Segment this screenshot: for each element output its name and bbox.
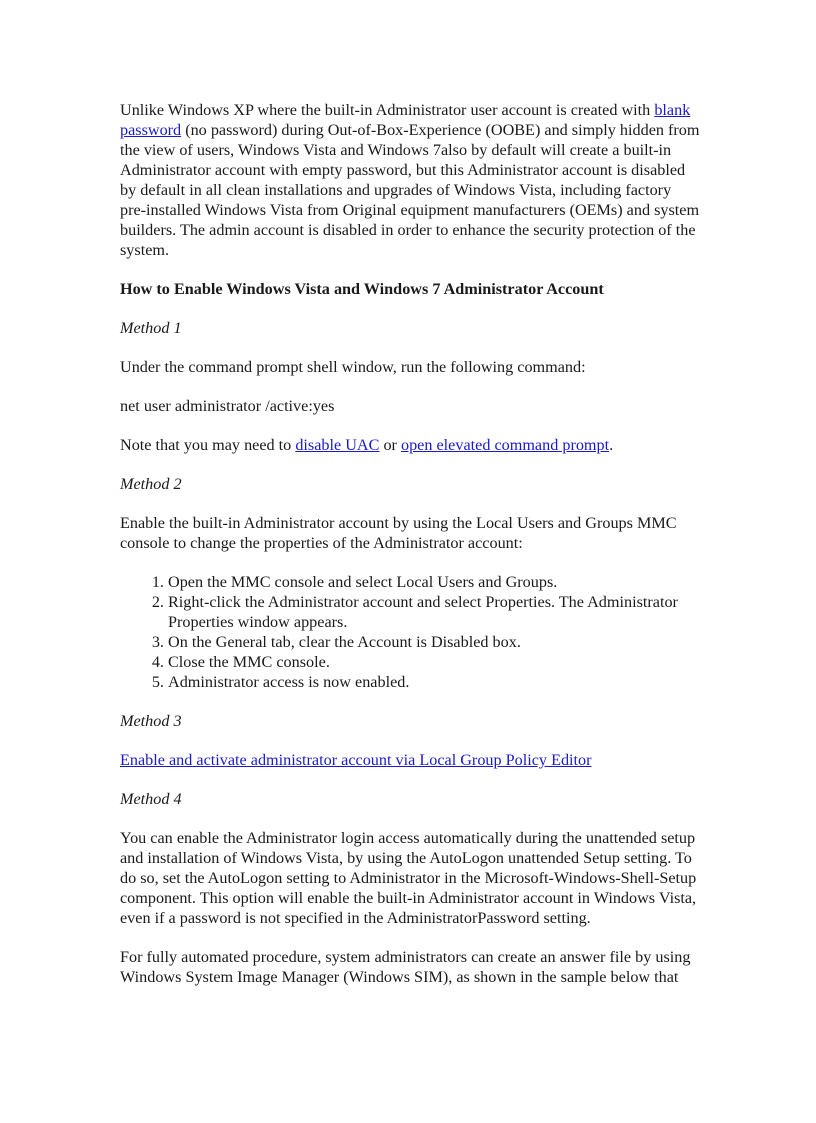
method-2-steps xyxy=(120,572,700,692)
step-item: 3. On the General tab, clear the Account is Disabled box. xyxy=(168,632,700,652)
method-3-link-paragraph xyxy=(120,750,700,770)
elevated-command-prompt-link[interactable]: open elevated command prompt xyxy=(400,436,610,454)
group-policy-editor-link[interactable]: Enable and activate administrator account via Local Group Policy Editor xyxy=(120,751,592,769)
method-1-title: Method 1 xyxy=(120,319,182,337)
intro-text-start: Unlike Windows XP where the built-in Administrator user account is created with xyxy=(120,101,655,119)
disable-uac-link[interactable]: disable UAC xyxy=(295,436,380,454)
method-4-paragraph-1: You can enable the Administrator login access automatically during the unattended setup and installation of Windows Vista, by using the AutoLogon unattended Setup setting. To do so, set the AutoLogon setting to Administrator in the Microsoft-Windows-Shell-Setup component. This option will enable the built-in Administrator account in Windows Vista, even if a password is not specified in the AdministratorPassword setting. xyxy=(120,829,697,927)
method-4-paragraph-2: For fully automated procedure, system administrators can create an answer file by using Windows System Image Manager (Windows SIM), as shown in the sample below that xyxy=(120,948,691,986)
method-3-title: Method 3 xyxy=(120,712,182,730)
note-text-start: Note that you may need to xyxy=(120,436,296,454)
method-2-instruction: Enable the built-in Administrator account by using the Local Users and Groups MMC console to change the properties of the Administrator account: xyxy=(120,514,677,552)
section-heading: How to Enable Windows Vista and Windows 7 Administrator Account xyxy=(120,280,604,298)
step-item: 1. Open the MMC console and select Local Users and Groups. xyxy=(168,572,700,592)
method-1-instruction: Under the command prompt shell window, run the following command: xyxy=(120,358,586,376)
method-1-command: net user administrator /active:yes xyxy=(120,397,335,415)
intro-paragraph xyxy=(120,100,700,260)
document-page xyxy=(120,100,700,1006)
step-item: 4. Close the MMC console. xyxy=(168,652,700,672)
method-2-title: Method 2 xyxy=(120,475,182,493)
step-item: 2. Right-click the Administrator account and select Properties. The Administrator Properties window appears. xyxy=(168,592,700,632)
note-text-mid: or xyxy=(379,436,401,454)
method-1-note xyxy=(120,435,700,455)
step-item: 5. Administrator access is now enabled. xyxy=(168,672,700,692)
blank-password-link[interactable]: blank password xyxy=(120,101,691,139)
intro-text-end: (no password) during Out-of-Box-Experience (OOBE) and simply hidden from the view of users, Windows Vista and Windows 7also by default will create a built-in Administrator account with empty password, but this Administrator account is disabled by default in all clean installations and upgrades of Windows Vista, including factory pre-installed Windows Vista from Original equipment manufacturers (OEMs) and system builders. The admin account is disabled in order to enhance the security protection of the system. xyxy=(120,121,700,259)
note-text-end: . xyxy=(609,436,614,454)
method-4-title: Method 4 xyxy=(120,790,182,808)
